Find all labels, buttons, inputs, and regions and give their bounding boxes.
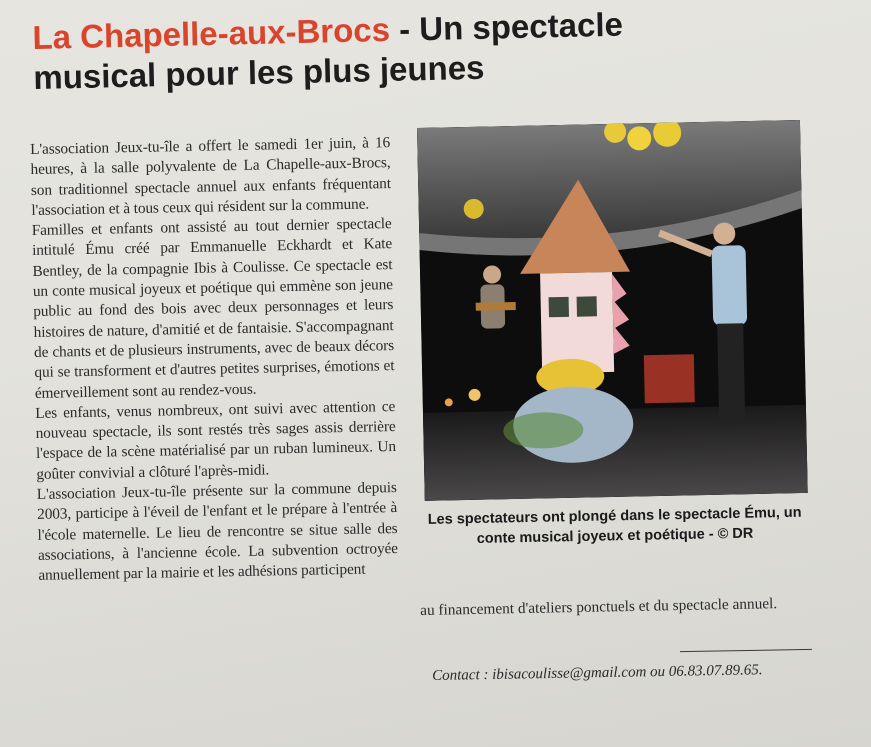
paragraph-1: L'association Jeux-tu-île a offert le samedi 1er juin, à 16 heures, à la salle polyvalente de La Chapelle-aux-Brocs, son traditionnel spectacle annuel aux enfants fréquentant l'association et à tous ceux qui résident sur la commune. [30,134,392,219]
contact-label: Contact : [432,667,489,684]
photo-caption: Les spectateurs ont plongé dans le spectacle Ému, un conte musical joyeux et poétique - © DR [427,504,802,547]
contact-line [432,659,822,686]
paragraph-continued: au financement d'ateliers ponctuels et du spectacle annuel. [420,595,778,619]
headline-line2: musical pour les plus jeunes [32,48,485,96]
separator-rule [680,649,812,652]
stage-photo-illustration [417,120,808,501]
paragraph-4: L'association Jeux-tu-île présente sur la commune depuis 2003, participe à l'éveil de l'enfant et le prépare à l'entrée à l'école maternelle. Le lieu de rencontre se situe salle des associations, à l'ancienne école. La subvention octroyée annuellement par la mairie et les adhésions participent [36,479,399,585]
article-column-2 [420,592,815,621]
article-column-1 [30,133,399,586]
headline-rest: - Un spectacle [389,5,624,48]
contact-value: ibisacoulisse@gmail.com ou 06.83.07.89.65. [492,662,763,683]
article-headline [32,0,834,98]
headline-place: La Chapelle-aux-Brocs [32,10,391,56]
stage-photo [417,120,808,501]
paragraph-3: Les enfants, venus nombreux, ont suivi avec attention ce nouveau spectacle, ils sont restés très sages assis derrière l'espace de la scène matérialisé par un ruban lumineux. Un goûter convivial a clôturé l'après-midi. [35,397,397,483]
paragraph-2: Familles et enfants ont assisté au tout dernier spectacle intitulé Ému créé par Emmanuelle Eckhardt et Kate Bentley, de la compagnie Ibis à Coulisse. Ce spectacle est un conte musical joyeux et poétique qui emmène son jeune public au fond des bois avec deux personnages et leurs histoires de nature, d'amitié et de fantaisie. S'accompagnant de chants et de plusieurs instruments, avec de beaux décors qui se transforment et d'autres petites surprises, émotions et émerveillement sont au rendez-vous. [31,215,395,402]
